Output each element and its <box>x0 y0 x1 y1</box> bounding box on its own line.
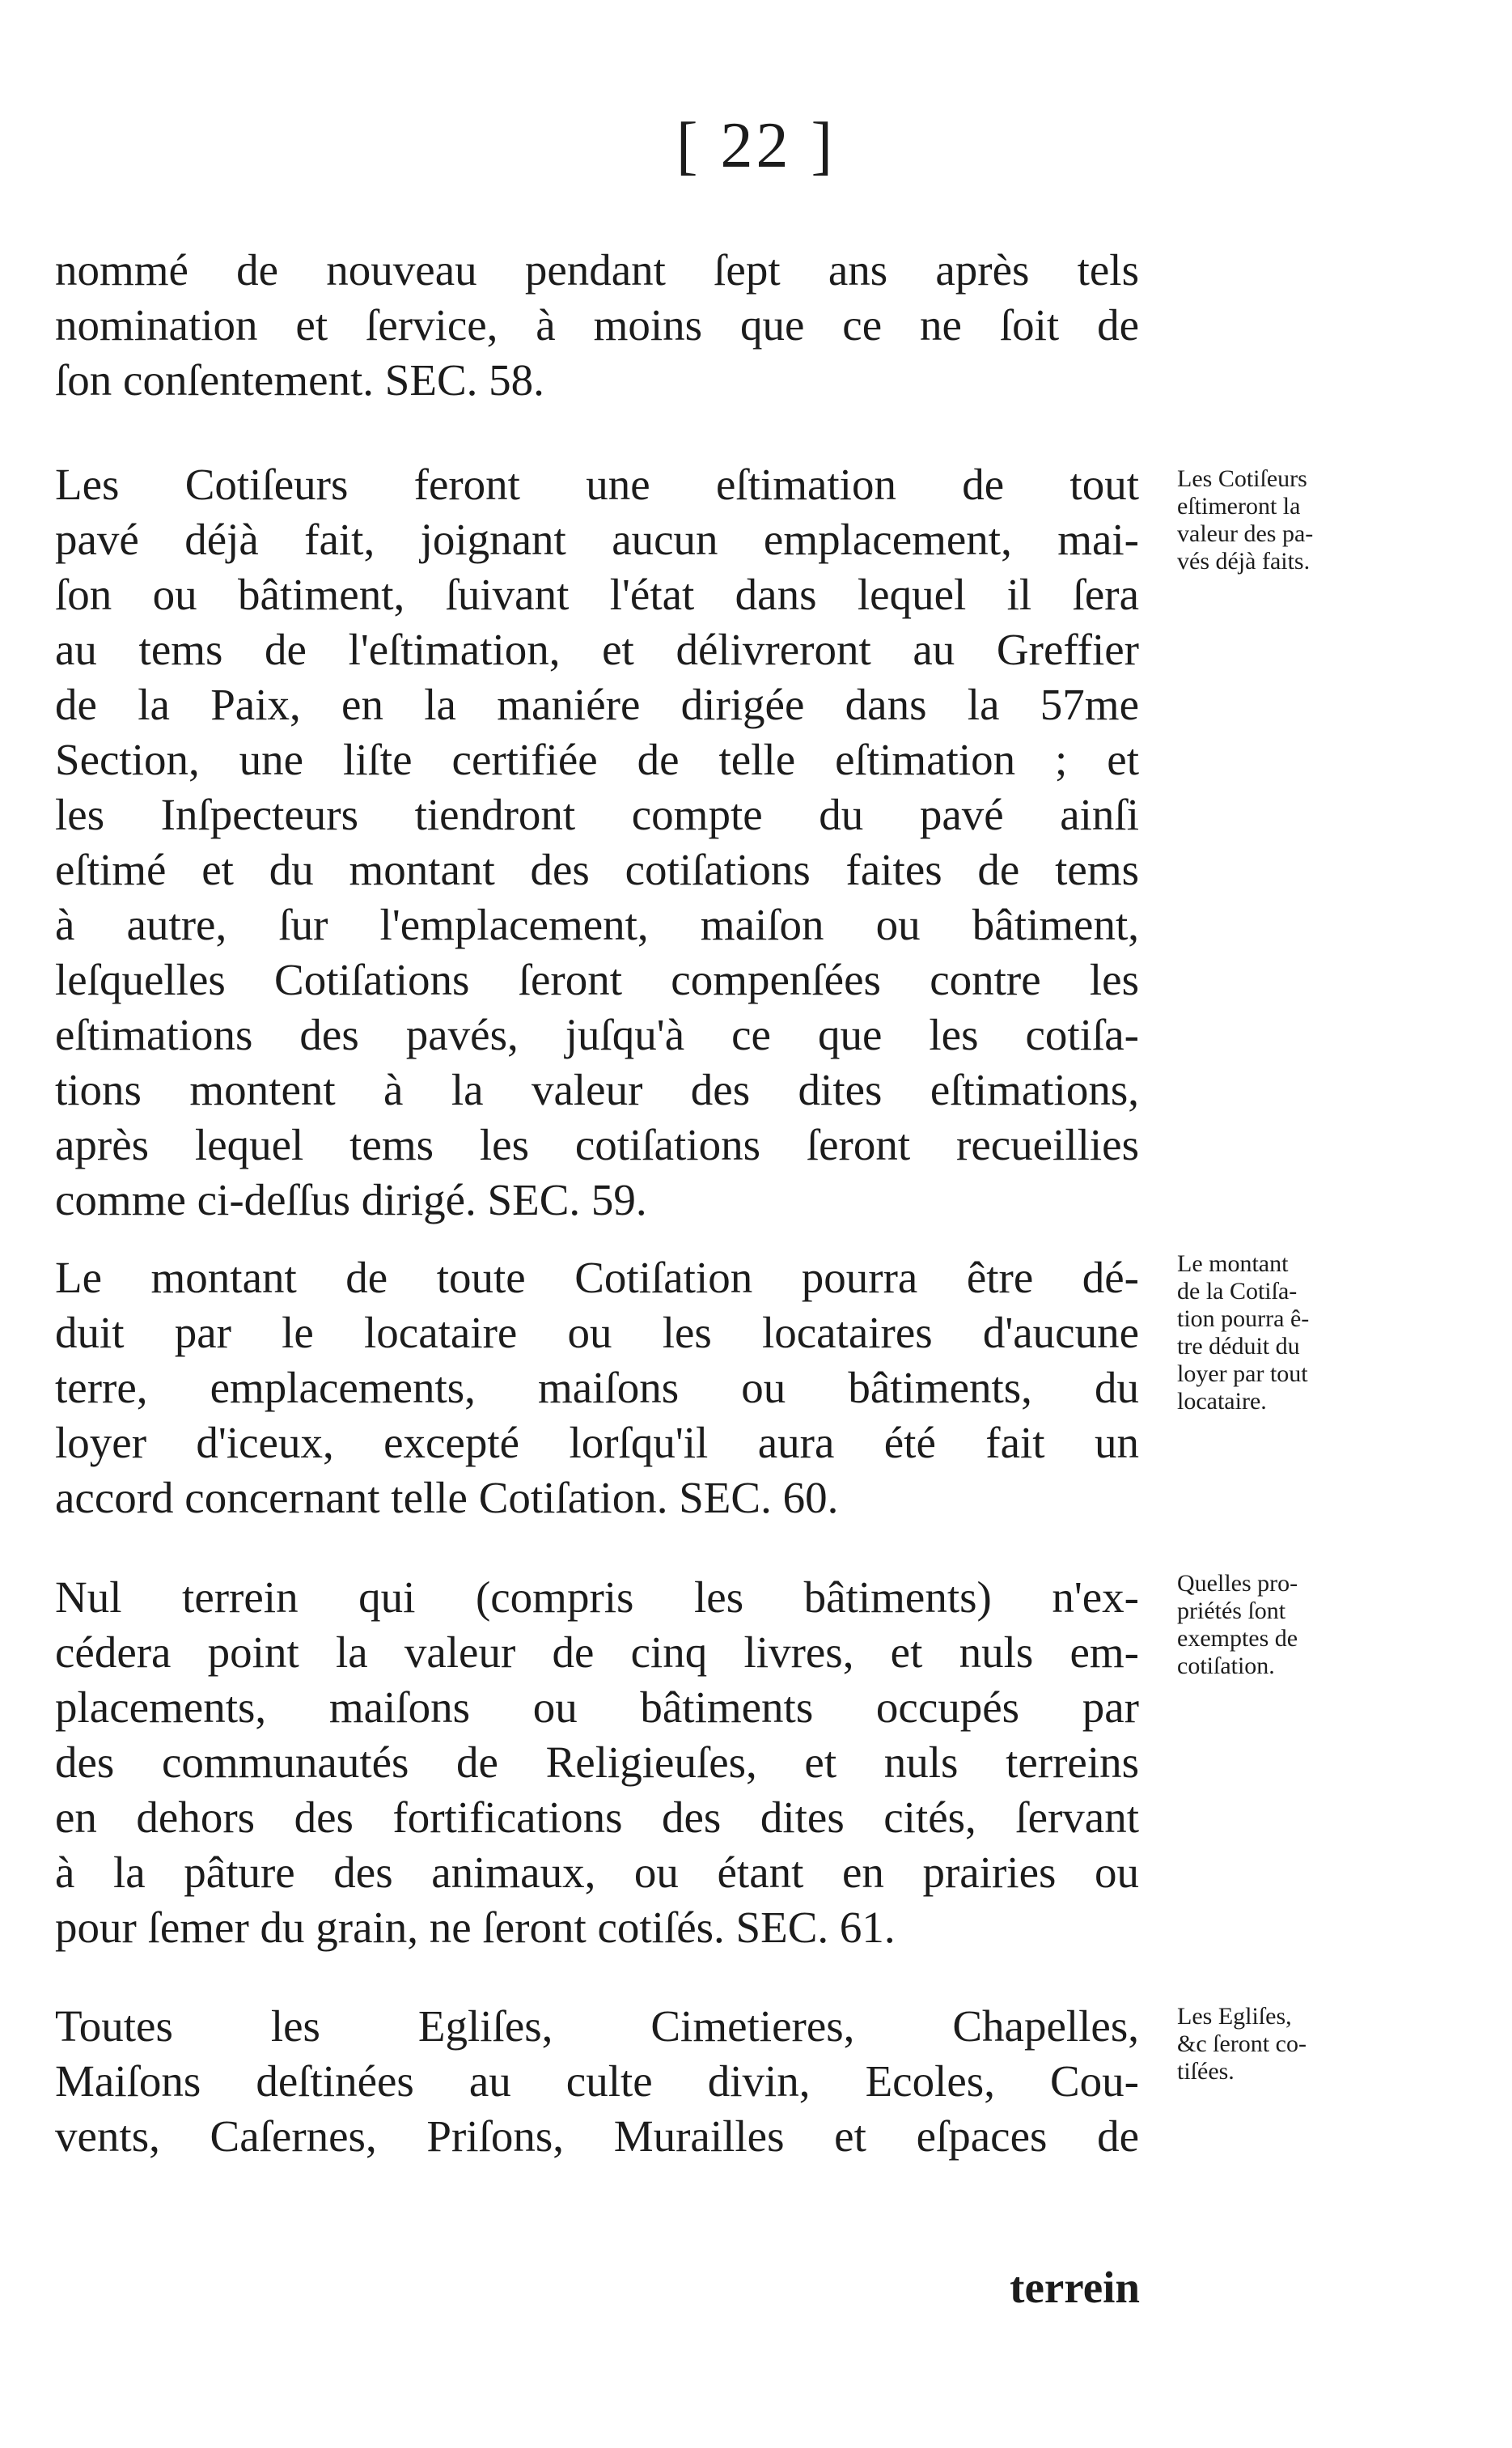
text-line: leſquelles Cotiſations ſeront compenſées contre les <box>55 955 1139 1004</box>
margin-note-line: &c ſeront co- <box>1177 2030 1307 2057</box>
text-line: après lequel tems les cotiſations ſeront recueillies <box>55 1120 1139 1169</box>
margin-note-line: Le montant <box>1177 1250 1289 1277</box>
paragraph-section-59 <box>55 457 1139 1228</box>
text-line: à la pâture des animaux, ou étant en prairies ou <box>55 1848 1139 1897</box>
margin-note-montant <box>1177 1250 1428 1415</box>
text-line: ſon conſentement. SEC. 58. <box>55 355 544 405</box>
text-line: au tems de l'eſtimation, et délivreront au Greffier <box>55 625 1139 674</box>
text-line: accord concernant telle Cotiſation. SEC. 60. <box>55 1473 839 1522</box>
text-line: tions montent à la valeur des dites eſtimations, <box>55 1065 1139 1114</box>
text-line: pour ſemer du grain, ne ſeront cotiſés. SEC. 61. <box>55 1903 896 1952</box>
text-line: Nul terrein qui (compris les bâtiments) n'ex- <box>55 1572 1139 1622</box>
paragraph-section-60 <box>55 1250 1139 1525</box>
margin-note-line: exemptes de <box>1177 1625 1298 1652</box>
text-line: terre, emplacements, maiſons ou bâtiments, du <box>55 1363 1139 1412</box>
paragraph-section-58 <box>55 243 1139 408</box>
margin-note-line: vés déjà faits. <box>1177 548 1311 575</box>
text-line: pavé déjà fait, joignant aucun emplacement, mai- <box>55 515 1139 564</box>
margin-note-cotiseurs <box>1177 465 1428 575</box>
text-line: vents, Caſernes, Priſons, Murailles et eſpaces de <box>55 2111 1139 2161</box>
text-line: Le montant de toute Cotiſation pourra être dé- <box>55 1253 1139 1302</box>
text-line: ſon ou bâtiment, ſuivant l'état dans lequel il ſera <box>55 570 1139 619</box>
text-line: placements, maiſons ou bâtiments occupés par <box>55 1682 1139 1732</box>
margin-note-line: de la Cotiſa- <box>1177 1278 1298 1305</box>
paragraph-section-61 <box>55 1570 1139 1955</box>
text-line: Maiſons deſtinées au culte divin, Ecoles, Cou- <box>55 2056 1139 2106</box>
text-line: loyer d'iceux, excepté lorſqu'il aura été fait un <box>55 1418 1139 1467</box>
text-line: duit par le locataire ou les locataires d'aucune <box>55 1308 1139 1357</box>
text-line: à autre, ſur l'emplacement, maiſon ou bâtiment, <box>55 900 1139 949</box>
margin-note-line: Les Cotiſeurs <box>1177 465 1307 492</box>
text-line: des communautés de Religieuſes, et nuls terreins <box>55 1737 1139 1787</box>
margin-note-line: cotiſation. <box>1177 1653 1275 1679</box>
text-line: nommé de nouveau pendant ſept ans après tels <box>55 245 1139 295</box>
margin-note-line: tion pourra ê- <box>1177 1305 1310 1332</box>
margin-note-line: tre déduit du <box>1177 1333 1300 1360</box>
text-line: Toutes les Egliſes, Cimetieres, Chapelles, <box>55 2001 1139 2051</box>
text-line: en dehors des fortifications des dites cités, ſervant <box>55 1793 1139 1842</box>
margin-note-line: Quelles pro- <box>1177 1570 1298 1597</box>
catchword: terrein <box>1010 2263 1140 2312</box>
text-line: Les Cotiſeurs feront une eſtimation de tout <box>55 460 1139 509</box>
text-line: les Inſpecteurs tiendront compte du pavé ainſi <box>55 790 1139 839</box>
margin-note-line: tiſées. <box>1177 2058 1235 2085</box>
margin-note-eglises <box>1177 2003 1428 2085</box>
margin-note-line: priétés ſont <box>1177 1597 1286 1624</box>
page-number-header: [ 22 ] <box>676 110 836 181</box>
text-line: Section, une liſte certifiée de telle eſtimation ; et <box>55 735 1139 784</box>
margin-note-line: valeur des pa- <box>1177 520 1314 547</box>
margin-note-line: loyer par tout <box>1177 1360 1308 1387</box>
paragraph-churches <box>55 1999 1139 2164</box>
text-line: cédera point la valeur de cinq livres, et nuls em- <box>55 1627 1139 1677</box>
text-line: eſtimé et du montant des cotiſations faites de tems <box>55 845 1139 894</box>
margin-note-line: eſtimeront la <box>1177 493 1301 520</box>
margin-note-line: Les Egliſes, <box>1177 2003 1292 2030</box>
text-line: comme ci-deſſus dirigé. SEC. 59. <box>55 1175 647 1224</box>
text-line: eſtimations des pavés, juſqu'à ce que les cotiſa- <box>55 1010 1139 1059</box>
margin-note-proprietes <box>1177 1570 1428 1680</box>
margin-note-line: locataire. <box>1177 1388 1267 1415</box>
text-line: nomination et ſervice, à moins que ce ne ſoit de <box>55 300 1139 350</box>
text-line: de la Paix, en la maniére dirigée dans la 57me <box>55 680 1139 729</box>
